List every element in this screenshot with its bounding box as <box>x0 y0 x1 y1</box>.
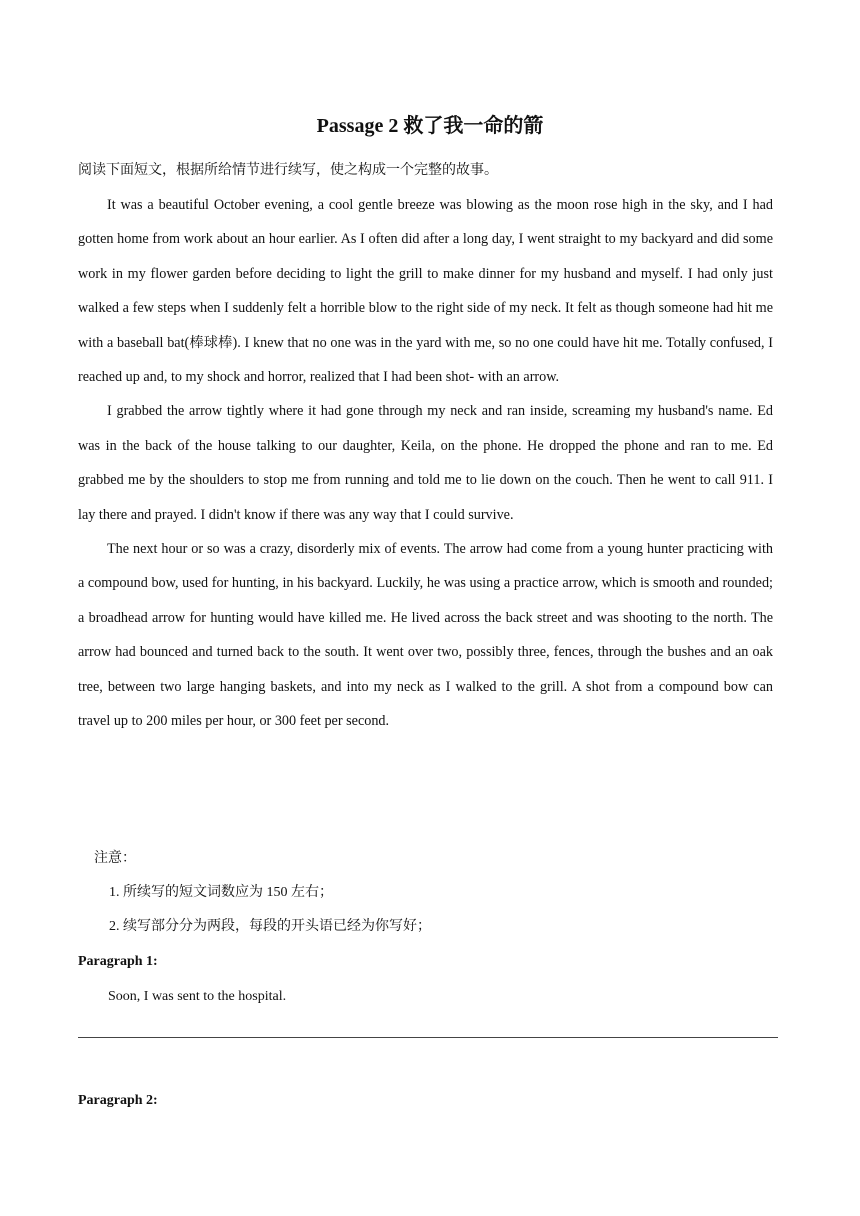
paragraph-1-opening: Soon, I was sent to the hospital. <box>108 989 287 1004</box>
instruction-text: 阅读下面短文，根据所给情节进行续写，使之构成一个完整的故事。 <box>78 163 498 178</box>
note-item-1: 1. 所续写的短文词数应为 150 左右； <box>109 885 333 900</box>
passage-body <box>78 188 773 739</box>
notes-heading: 注意： <box>94 851 136 866</box>
answer-line <box>78 1037 778 1038</box>
paragraph-2-label: Paragraph 2: <box>78 1093 158 1108</box>
note-item-2: 2. 续写部分分为两段，每段的开头语已经为你写好； <box>109 919 431 934</box>
passage-paragraph-1: It was a beautiful October evening, a cool gentle breeze was blowing as the moon rose high in the sky, and I had gotten home from work about an hour earlier. As I often did after a long day, I went straight to my backyard and did some work in my flower garden before deciding to light the grill to make dinner for my husband and myself. I had only just walked a few steps when I suddenly felt a horrible blow to the right side of my neck. It felt as though someone had hit me with a baseball bat(棒球棒). I knew that no one was in the yard with me, so no one could have hit me. Totally confused, I reached up and, to my shock and horror, realized that I had been shot- with an arrow. <box>78 197 773 386</box>
passage-paragraph-2: I grabbed the arrow tightly where it had gone through my neck and ran inside, screaming my husband's name. Ed was in the back of the house talking to our daughter, Keila, on the phone. He dropped the phone and ran to me. Ed grabbed me by the shoulders to stop me from running and told me to lie down on the couch. Then he went to call 911. I lay there and prayed. I didn't know if there was any way that I could survive. <box>78 403 773 523</box>
paragraph-1-label: Paragraph 1: <box>78 954 158 969</box>
passage-paragraph-3: The next hour or so was a crazy, disorderly mix of events. The arrow had come from a young hunter practicing with a compound bow, used for hunting, in his backyard. Luckily, he was using a practice arrow, which is smooth and rounded; a broadhead arrow for hunting would have killed me. He lived across the back street and was shooting to the north. The arrow had bounced and turned back to the south. It went over two, possibly three, fences, through the bushes and an oak tree, between two large hanging baskets, and into my neck as I walked to the grill. A shot from a compound bow can travel up to 200 miles per hour, or 300 feet per second. <box>78 541 773 730</box>
passage-title: Passage 2 救了我一命的箭 <box>316 115 544 137</box>
